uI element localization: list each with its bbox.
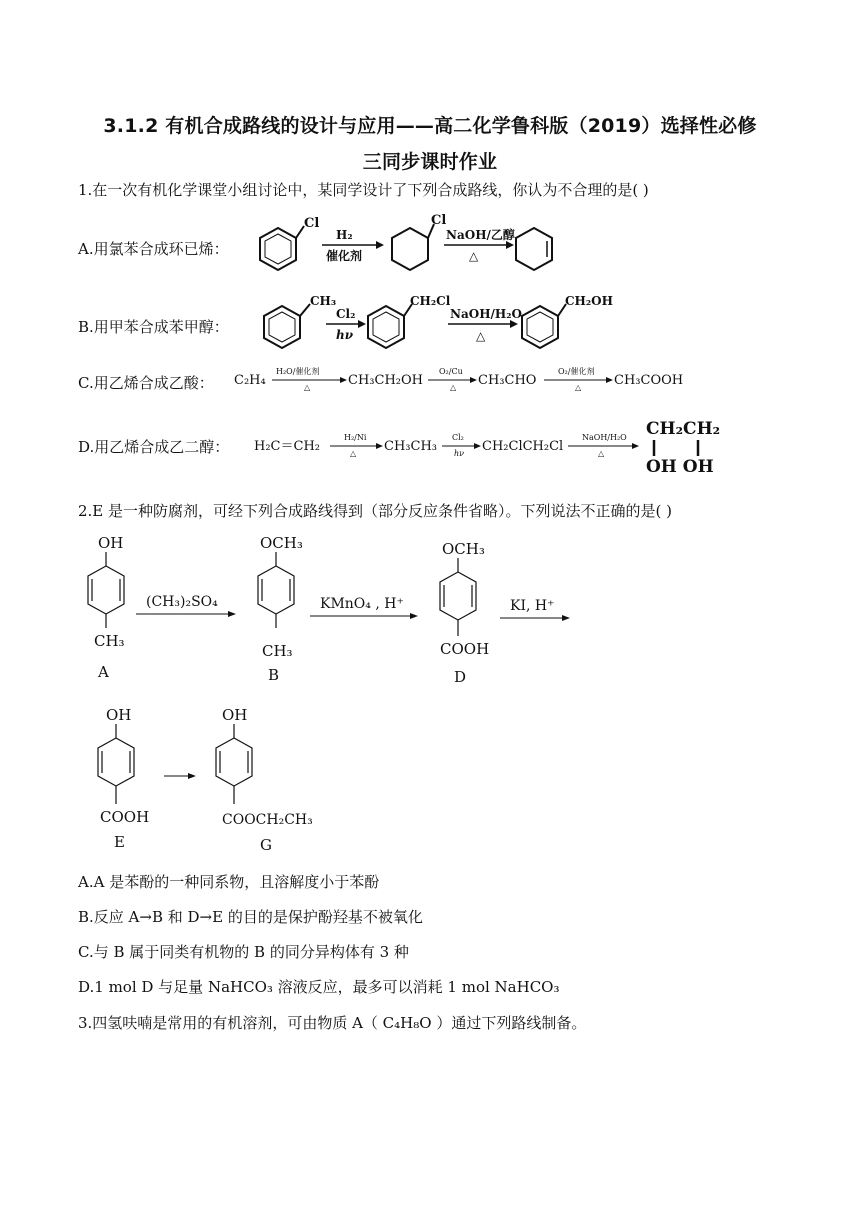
q2-option-b: B.反应 A→B 和 D→E 的目的是保护酚羟基不被氧化 — [78, 908, 423, 926]
svg-text:E: E — [114, 833, 125, 851]
q1-option-a-label: A.用氯苯合成环已烯： — [78, 240, 229, 258]
svg-text:O₂/催化剂: O₂/催化剂 — [558, 367, 595, 376]
svg-text:Cl₂: Cl₂ — [452, 433, 464, 442]
a-arrow-1 — [322, 228, 384, 263]
svg-text:OH OH: OH OH — [646, 457, 714, 477]
q2-arrow-1 — [136, 594, 236, 617]
cyclohexene-structure — [516, 228, 552, 270]
svg-text:Cl₂: Cl₂ — [336, 307, 356, 321]
q1-option-b-label: B.用甲苯合成苯甲醇： — [78, 318, 229, 336]
q2-option-a: A.A 是苯酚的一种同系物，且溶解度小于苯酚 — [78, 873, 380, 891]
svg-text:△: △ — [469, 249, 479, 263]
benzyl-chloride-structure — [368, 294, 451, 348]
svg-text:B: B — [268, 666, 280, 684]
ethylene-glycol-structure — [646, 419, 720, 477]
svg-text:OH: OH — [98, 534, 124, 552]
q1-option-b-scheme — [260, 288, 620, 358]
svg-text:NaOH/乙醇: NaOH/乙醇 — [446, 228, 515, 242]
q2-option-d: D.1 mol D 与足量 NaHCO₃ 溶液反应，最多可以消耗 1 mol NaHCO₃ — [78, 978, 560, 996]
svg-text:OCH₃: OCH₃ — [442, 540, 485, 558]
svg-text:COOH: COOH — [440, 640, 490, 658]
svg-text:△: △ — [598, 449, 605, 458]
svg-text:COOCH₂CH₃: COOCH₂CH₃ — [222, 812, 313, 828]
q3-stem: 3.四氢呋喃是常用的有机溶剂，可由物质 A（ C₄H₈O ）通过下列路线制备。 — [78, 1014, 587, 1032]
b-arrow-2 — [448, 307, 522, 343]
document-title — [60, 108, 800, 180]
svg-text:(CH₃)₂SO₄: (CH₃)₂SO₄ — [146, 594, 218, 610]
svg-text:NaOH/H₂O: NaOH/H₂O — [450, 307, 522, 321]
benzyl-alcohol-structure — [522, 294, 613, 348]
svg-text:△: △ — [575, 383, 582, 392]
svg-text:G: G — [260, 836, 272, 854]
compound-a-structure — [88, 534, 125, 681]
title-line-1: 3.1.2 有机合成路线的设计与应用——高二化学鲁科版（2019）选择性必修 — [103, 115, 757, 137]
chlorocyclohexane-structure — [392, 213, 446, 270]
svg-text:O₂/Cu: O₂/Cu — [439, 367, 463, 376]
svg-text:KMnO₄ , H⁺: KMnO₄ , H⁺ — [320, 596, 404, 612]
q2-stem: 2.E 是一种防腐剂，可经下列合成路线得到（部分反应条件省略）。下列说法不正确的是( ) — [78, 502, 673, 520]
q1-option-d-scheme — [252, 410, 732, 480]
q2-option-c: C.与 B 属于同类有机物的 B 的同分异构体有 3 种 — [78, 943, 409, 961]
svg-text:OH: OH — [222, 706, 248, 724]
svg-text:OH: OH — [106, 706, 132, 724]
svg-text:CH₃CH₂OH: CH₃CH₂OH — [348, 373, 423, 388]
svg-text:CH₃CH₃: CH₃CH₃ — [384, 439, 437, 454]
svg-text:△: △ — [450, 383, 457, 392]
compound-e-structure — [98, 706, 149, 851]
q2-arrow-2 — [310, 596, 418, 619]
q2-scheme-row-2 — [70, 700, 370, 860]
svg-text:NaOH/H₂O: NaOH/H₂O — [582, 433, 627, 442]
svg-text:CH₃: CH₃ — [94, 632, 125, 650]
svg-text:A: A — [98, 663, 109, 681]
svg-text:H₂C＝CH₂: H₂C＝CH₂ — [254, 439, 320, 454]
svg-text:H₂/Ni: H₂/Ni — [344, 433, 367, 442]
svg-text:CH₃: CH₃ — [310, 294, 337, 308]
svg-text:hν: hν — [454, 449, 465, 458]
svg-text:CH₂ClCH₂Cl: CH₂ClCH₂Cl — [482, 439, 564, 454]
svg-text:KI, H⁺: KI, H⁺ — [510, 598, 555, 614]
compound-g-structure — [216, 706, 313, 854]
svg-text:H₂O/催化剂: H₂O/催化剂 — [276, 367, 320, 376]
a-arrow-2 — [444, 227, 515, 263]
q1-option-c-scheme — [232, 362, 692, 394]
svg-text:hν: hν — [336, 328, 354, 342]
svg-text:△: △ — [476, 329, 486, 343]
svg-text:Cl: Cl — [431, 213, 447, 228]
chlorobenzene-structure — [260, 216, 319, 270]
compound-d-structure — [440, 540, 489, 686]
compound-b-structure — [258, 534, 303, 684]
q2-arrow-3 — [500, 598, 570, 621]
q2-scheme-row-1 — [70, 530, 590, 690]
svg-text:CH₂CH₂: CH₂CH₂ — [646, 419, 721, 439]
svg-text:CH₃COOH: CH₃COOH — [614, 373, 684, 388]
q1-option-d-label: D.用乙烯合成乙二醇： — [78, 438, 230, 456]
q2-arrow-4 — [164, 773, 196, 779]
svg-text:OCH₃: OCH₃ — [260, 534, 303, 552]
toluene-structure — [264, 294, 336, 348]
a-cl-1: Cl — [304, 216, 320, 231]
b-arrow-1 — [326, 307, 366, 342]
q1-stem: 1.在一次有机化学课堂小组讨论中，某同学设计了下列合成路线，你认为不合理的是( ) — [78, 181, 649, 199]
q1-option-a-scheme — [250, 208, 570, 280]
svg-text:CH₂Cl: CH₂Cl — [410, 294, 451, 308]
title-line-2: 三同步课时作业 — [362, 151, 498, 173]
svg-text:△: △ — [350, 449, 357, 458]
svg-text:CH₃CHO: CH₃CHO — [478, 373, 537, 388]
q1-option-c-label: C.用乙烯合成乙酸： — [78, 374, 214, 392]
svg-text:D: D — [454, 668, 467, 686]
svg-text:催化剂: 催化剂 — [326, 249, 363, 263]
svg-text:△: △ — [304, 383, 311, 392]
svg-text:C₂H₄: C₂H₄ — [234, 373, 266, 388]
svg-text:CH₂OH: CH₂OH — [565, 294, 613, 308]
svg-text:CH₃: CH₃ — [262, 642, 293, 660]
svg-text:H₂: H₂ — [336, 228, 353, 242]
svg-text:COOH: COOH — [100, 808, 150, 826]
